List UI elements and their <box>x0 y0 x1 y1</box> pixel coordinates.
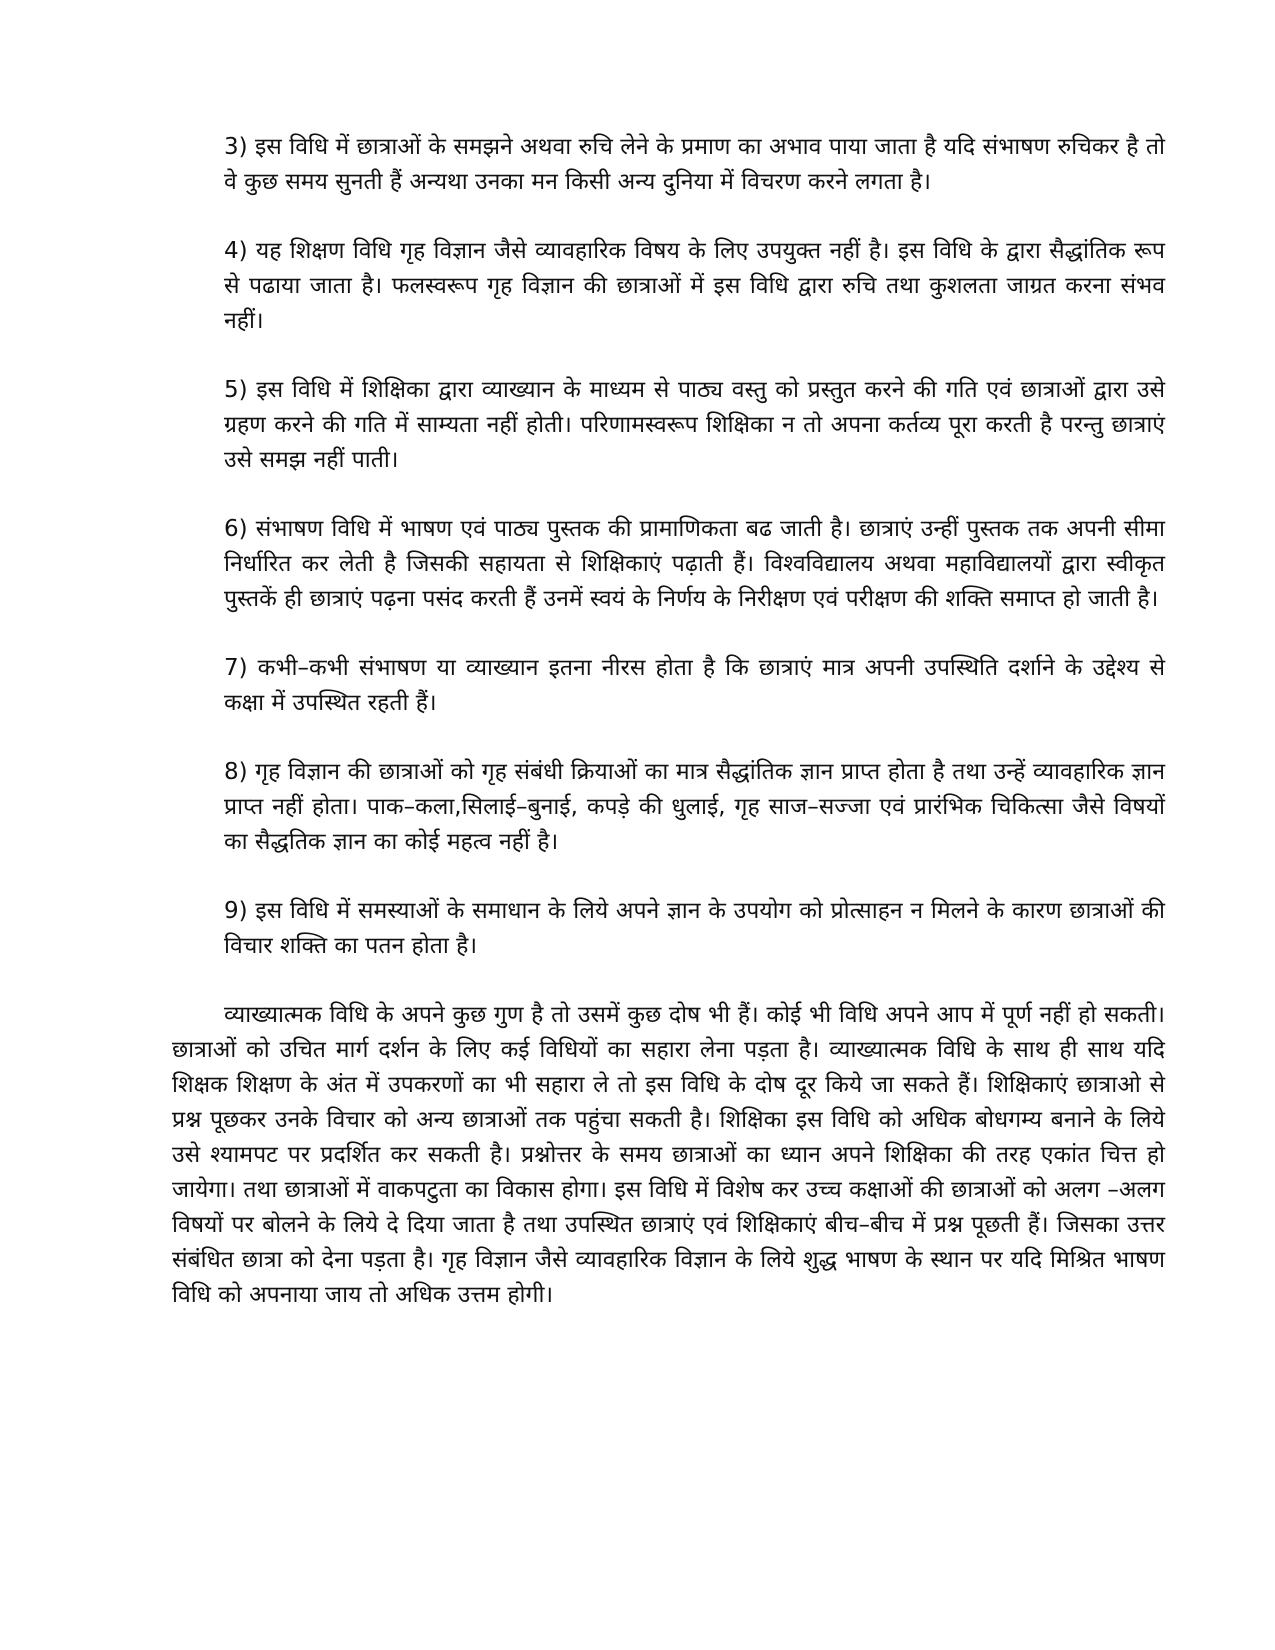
closing-paragraph: व्याख्यात्मक विधि के अपने कुछ गुण है तो उसमें कुछ दोष भी हैं। कोई भी विधि अपने आप में पूर्ण नहीं हो सकती। छात्राओं को उचित मार्ग दर्शन के लिए कई विधियों का सहारा लेना पड़ता है। व्याख्यात्मक विधि के साथ ही साथ यदि शिक्षक शिक्षण के अंत में उपकरणों का भी सहारा ले तो इस विधि के दोष दूर किये जा सकते हैं। शिक्षिकाएं छात्राओ से प्रश्न पूछकर उनके विचार को अन्य छात्राओं तक पहुंचा सकती है। शिक्षिका इस विधि को अधिक बोधगम्य बनाने के लिये उसे श्यामपट पर प्रदर्शित कर सकती है। प्रश्नोत्तर के समय छात्राओं का ध्यान अपने शिक्षिका की तरह एकांत चित्त हो जायेगा। तथा छात्राओं में वाकपटुता का विकास होगा। इस विधि में विशेष कर उच्च कक्षाओं की छात्राओं को अलग –अलग विषयों पर बोलने के लिये दे दिया जाता है तथा उपस्थित छात्राएं एवं शिक्षिकाएं बीच–बीच में प्रश्न पूछती हैं। जिसका उत्तर संबंधित छात्रा को देना पड़ता है। गृह विज्ञान जैसे व्यावहारिक विज्ञान के लिये शुद्ध भाषण के स्थान पर यदि मिश्रित भाषण विधि को अपनाया जाय तो अधिक उत्तम होगी। <box>172 1002 1165 1308</box>
point-3: 3) इस विधि में छात्राओं के समझने अथवा रुचि लेने के प्रमाण का अभाव पाया जाता है यदि संभाषण रुचिकर है तो वे कुछ समय सुनती हैं अन्यथा उनका मन किसी अन्य दुनिया में विचरण करने लगता है। <box>224 134 1165 195</box>
point-5: 5) इस विधि में शिक्षिका द्वारा व्याख्यान के माध्यम से पाठ्य वस्तु को प्रस्तुत करने की गति एवं छात्राओं द्वारा उसे ग्रहण करने की गति में साम्यता नहीं होती। परिणामस्वरूप शिक्षिका न तो अपना कर्तव्य पूरा करती है परन्तु छात्राएं उसे समझ नहीं पाती। <box>224 377 1165 473</box>
point-4: 4) यह शिक्षण विधि गृह विज्ञान जैसे व्यावहारिक विषय के लिए उपयुक्त नहीं है। इस विधि के द्वारा सैद्धांतिक रूप से पढाया जाता है। फलस्वरूप गृह विज्ञान की छात्राओं में इस विधि द्वारा रुचि तथा कुशलता जाग्रत करना संभव नहीं। <box>224 238 1165 334</box>
point-9: 9) इस विधि में समस्याओं के समाधान के लिये अपने ज्ञान के उपयोग को प्रोत्साहन न मिलने के कारण छात्राओं की विचार शक्ति का पतन होता है। <box>224 898 1165 959</box>
point-7: 7) कभी–कभी संभाषण या व्याख्यान इतना नीरस होता है कि छात्राएं मात्र अपनी उपस्थिति दर्शाने के उद्देश्य से कक्षा में उपस्थित रहती हैं। <box>224 655 1165 716</box>
point-6: 6) संभाषण विधि में भाषण एवं पाठ्य पुस्तक की प्रामाणिकता बढ जाती है। छात्राएं उन्हीं पुस्तक तक अपनी सीमा निर्धारित कर लेती है जिसकी सहायता से शिक्षिकाएं पढ़ाती हैं। विश्वविद्यालय अथवा महाविद्यालयों द्वारा स्वीकृत पुस्तकें ही छात्राएं पढ़ना पसंद करती हैं उनमें स्वयं के निर्णय के निरीक्षण एवं परीक्षण की शक्ति समाप्त हो जाती है। <box>224 516 1165 612</box>
point-8: 8) गृह विज्ञान की छात्राओं को गृह संबंधी क्रियाओं का मात्र सैद्धांतिक ज्ञान प्राप्त होता है तथा उन्हें व्यावहारिक ज्ञान प्राप्त नहीं होता। पाक–कला,सिलाई–बुनाई, कपड़े की धुलाई, गृह साज–सज्जा एवं प्रारंभिक चिकित्सा जैसे विषयों का सैद्धतिक ज्ञान का कोई महत्व नहीं है। <box>224 759 1165 855</box>
